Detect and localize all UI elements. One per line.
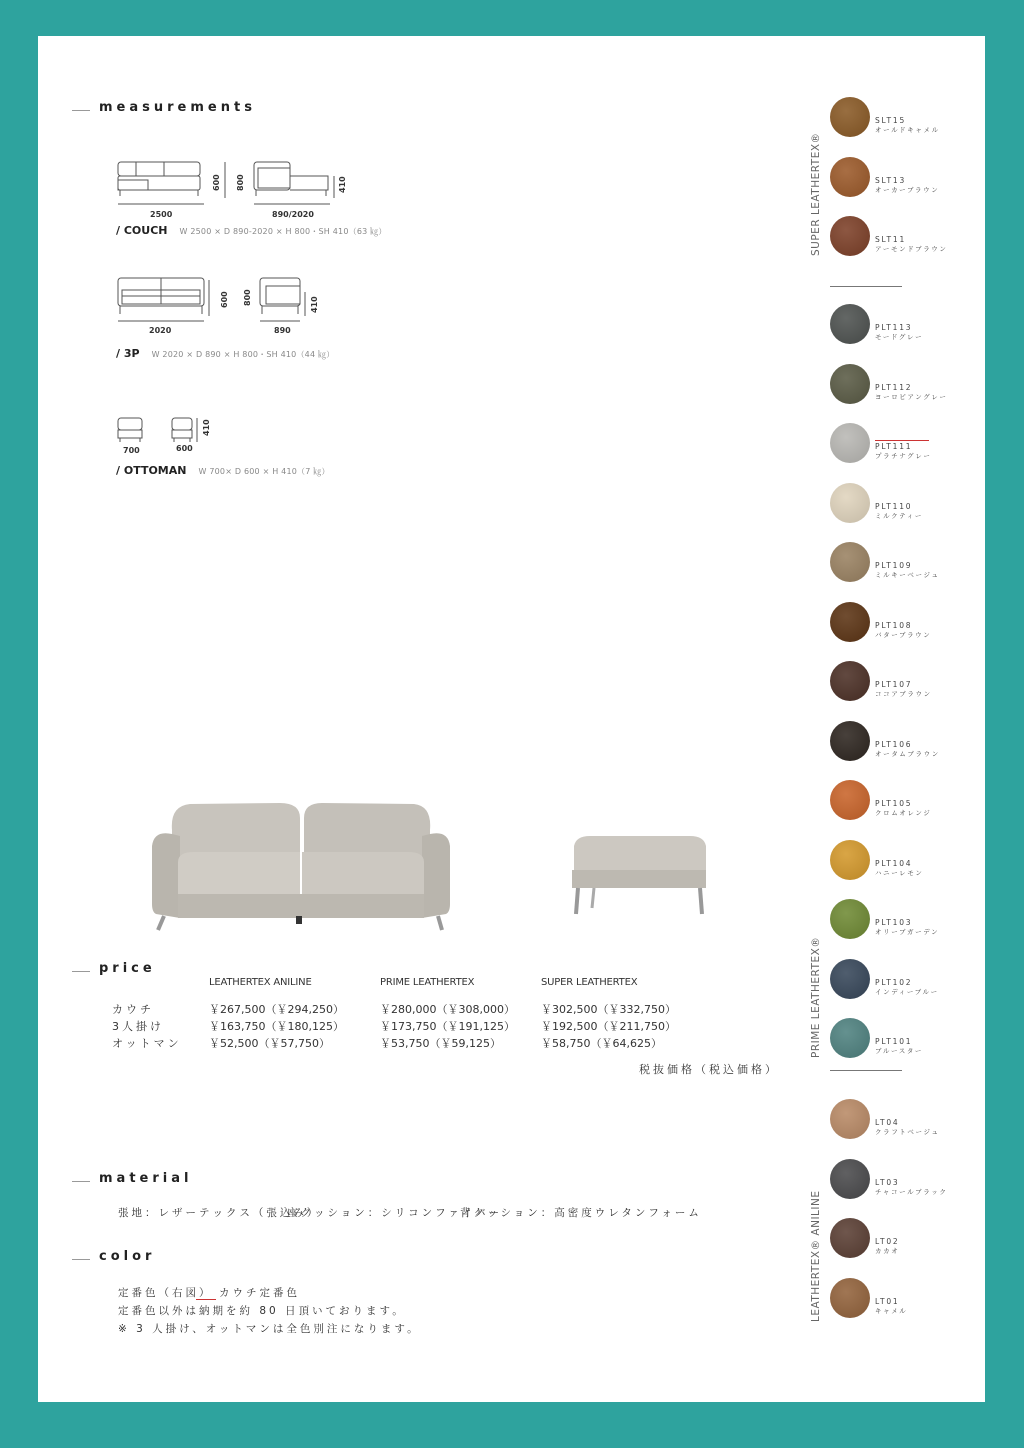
threep-width-line	[118, 320, 208, 322]
couch-name: / COUCH	[116, 224, 168, 237]
swatch-name: ハニーレモン	[875, 868, 924, 877]
swatch-code: PLT113	[875, 323, 913, 332]
price-row-label: カウチ	[112, 1003, 154, 1016]
couch-h2-label: 800	[236, 174, 245, 191]
price-cell: ￥302,500（￥332,750）	[541, 1003, 676, 1016]
couch-h1-line	[224, 162, 226, 198]
swatch-plt107	[830, 661, 870, 701]
threep-depth-label: 890	[274, 326, 291, 335]
swatch-code: PLT104	[875, 858, 913, 868]
threep-h3-line	[304, 292, 306, 316]
threep-h2-label: 800	[243, 289, 252, 306]
color-line-1a: 定番色（右図）	[118, 1287, 213, 1299]
couch-width-line	[118, 203, 208, 205]
color-underline	[196, 1299, 216, 1300]
couch-depth-line	[254, 203, 334, 205]
price-header-prime: PRIME LEATHERTEX	[380, 977, 475, 988]
price-note: 税抜価格（税込価格）	[639, 1063, 779, 1076]
swatch-name: オールドキャメル	[875, 126, 940, 134]
swatch-name: プラチナグレー	[875, 452, 932, 460]
swatch-lt04	[830, 1099, 870, 1139]
heading-dash	[72, 971, 90, 972]
swatch-name: オーカーブラウン	[875, 185, 940, 194]
swatch-name: カカオ	[875, 1247, 900, 1255]
couch-model	[116, 224, 387, 237]
threep-spec: W 2020 × D 890 × H 800・SH 410（44 ㎏）	[151, 350, 335, 359]
threep-side-drawing	[258, 276, 308, 318]
heading-dash	[72, 110, 90, 111]
threep-model	[116, 347, 334, 360]
swatch-name: ミルキーベージュ	[875, 571, 940, 579]
price-cell: ￥192,500（￥211,750）	[541, 1020, 676, 1033]
swatch-group-label: SUPER LEATHERTEX®	[810, 132, 822, 256]
ottoman-front-drawing	[116, 416, 146, 444]
price-row-label: 3人掛け	[112, 1020, 164, 1033]
swatch-code: LT02	[875, 1237, 900, 1246]
heading-dash	[72, 1181, 90, 1182]
swatch-name: ブルースター	[875, 1047, 924, 1055]
swatch-code: SLT11	[875, 235, 907, 244]
swatch-plt113	[830, 304, 870, 344]
swatch-lt02	[830, 1218, 870, 1258]
couch-spec: W 2500 × D 890-2020 × H 800・SH 410（63 ㎏）	[179, 227, 387, 236]
swatch-code: LT01	[875, 1296, 900, 1306]
color-line-1b: カウチ定番色	[219, 1287, 300, 1299]
ottoman-h-label: 410	[202, 419, 211, 436]
couch-width-label: 2500	[150, 210, 173, 219]
couch-h1-label: 600	[212, 174, 221, 191]
swatch-plt101	[830, 1018, 870, 1058]
ottoman-spec: W 700× D 600 × H 410（7 ㎏）	[198, 467, 330, 476]
swatch-code: PLT111	[875, 442, 913, 451]
swatch-name: バターブラウン	[875, 630, 932, 639]
couch-depth-label: 890/2020	[272, 210, 314, 219]
swatch-plt109	[830, 542, 870, 582]
swatch-code: LT04	[875, 1118, 900, 1127]
ottoman-width-label: 700	[123, 446, 140, 455]
price-cell: ￥53,750（￥59,125）	[380, 1037, 501, 1050]
swatch-group-label: PRIME LEATHERTEX®	[810, 936, 822, 1058]
price-cell: ￥267,500（￥294,250）	[209, 1003, 344, 1016]
price-heading	[72, 961, 156, 976]
color-title: color	[99, 1249, 156, 1264]
swatch-slt11	[830, 216, 870, 256]
color-line-2: 定番色以外は納期を約 80 日頂いております。	[118, 1305, 406, 1317]
swatch-plt111	[830, 423, 870, 463]
ottoman-depth-label: 600	[176, 444, 193, 453]
swatch-divider	[830, 286, 902, 287]
swatch-code: LT03	[875, 1177, 900, 1187]
ottoman-h-line	[196, 418, 198, 442]
swatch-name: モードグレー	[875, 333, 924, 341]
swatch-name: アーモンドブラウン	[875, 245, 948, 253]
sofa-image	[150, 800, 460, 930]
swatch-code: PLT110	[875, 501, 913, 511]
swatch-code: PLT103	[875, 918, 913, 927]
couch-side-drawing	[252, 160, 332, 200]
swatch-name: クラフトベージュ	[875, 1128, 940, 1136]
measurements-title: measurements	[99, 100, 256, 115]
material-text-3: 背クッション：高密度ウレタンフォーム	[460, 1207, 702, 1219]
swatch-lt03	[830, 1159, 870, 1199]
ottoman-name: / OTTOMAN	[116, 464, 187, 477]
threep-h3-label: 410	[310, 296, 319, 313]
price-cell: ￥52,500（￥57,750）	[209, 1037, 330, 1050]
threep-name: / 3P	[116, 347, 140, 360]
swatch-lt01	[830, 1278, 870, 1318]
price-cell: ￥58,750（￥64,625）	[541, 1037, 662, 1050]
page-sheet	[38, 36, 985, 1402]
swatch-name: キャメル	[875, 1306, 908, 1315]
material-heading	[72, 1171, 192, 1186]
couch-h3-label: 410	[338, 176, 347, 193]
swatch-plt112	[830, 364, 870, 404]
threep-depth-line	[260, 320, 302, 322]
swatch-name: オータムブラウン	[875, 749, 940, 758]
material-text-1: 張地：レザーテックス（張込み）	[118, 1207, 321, 1219]
swatch-code: PLT101	[875, 1037, 913, 1046]
swatch-plt110	[830, 483, 870, 523]
swatch-code: PLT109	[875, 561, 913, 570]
couch-front-drawing	[116, 160, 206, 200]
swatch-name: ミルクティー	[875, 511, 923, 520]
threep-width-label: 2020	[149, 326, 172, 335]
swatch-group-label: LEATHERTEX® ANILINE	[810, 1190, 822, 1322]
swatch-name: チャコールブラック	[875, 1187, 948, 1196]
swatch-name: ヨーロピアングレー	[875, 392, 948, 401]
couch-h3-line	[333, 176, 335, 198]
swatch-code: PLT105	[875, 799, 913, 808]
swatch-code: PLT102	[875, 977, 913, 987]
price-cell: ￥163,750（￥180,125）	[209, 1020, 344, 1033]
swatch-slt13	[830, 157, 870, 197]
swatch-plt102	[830, 959, 870, 999]
swatch-code: PLT106	[875, 739, 913, 749]
heading-dash	[72, 1259, 90, 1260]
threep-h1-line	[208, 280, 210, 316]
swatch-name: インディーブルー	[875, 987, 939, 996]
material-text-2: 座クッション：シリコンファイバー	[287, 1207, 503, 1219]
price-row-label: オットマン	[112, 1037, 182, 1050]
ottoman-image	[566, 836, 711, 926]
price-header-aniline: LEATHERTEX ANILINE	[209, 977, 312, 988]
swatch-name: クロムオレンジ	[875, 809, 932, 817]
price-header-super: SUPER LEATHERTEX	[541, 977, 638, 988]
swatch-underline	[875, 440, 929, 441]
material-title: material	[99, 1171, 193, 1186]
ottoman-model	[116, 464, 330, 477]
swatch-plt105	[830, 780, 870, 820]
threep-h1-label: 600	[220, 291, 229, 308]
swatch-plt108	[830, 602, 870, 642]
price-title: price	[99, 961, 156, 976]
color-heading	[72, 1249, 155, 1264]
swatch-plt106	[830, 721, 870, 761]
swatch-divider	[830, 1070, 902, 1071]
color-line-3: ※ 3 人掛け、オットマンは全色別注になります。	[118, 1323, 421, 1335]
price-cell: ￥173,750（￥191,125）	[380, 1020, 515, 1033]
swatch-code: SLT15	[875, 116, 907, 125]
swatch-code: PLT108	[875, 620, 913, 630]
swatch-name: ココアブラウン	[875, 690, 932, 698]
threep-front-drawing	[116, 276, 206, 318]
swatch-code: SLT13	[875, 175, 907, 185]
swatch-plt103	[830, 899, 870, 939]
price-cell: ￥280,000（￥308,000）	[380, 1003, 515, 1016]
swatch-code: PLT112	[875, 382, 913, 392]
swatch-slt15	[830, 97, 870, 137]
measurements-heading	[72, 100, 256, 115]
swatch-name: オリーブガーデン	[875, 928, 940, 936]
swatch-code: PLT107	[875, 680, 913, 689]
swatch-plt104	[830, 840, 870, 880]
